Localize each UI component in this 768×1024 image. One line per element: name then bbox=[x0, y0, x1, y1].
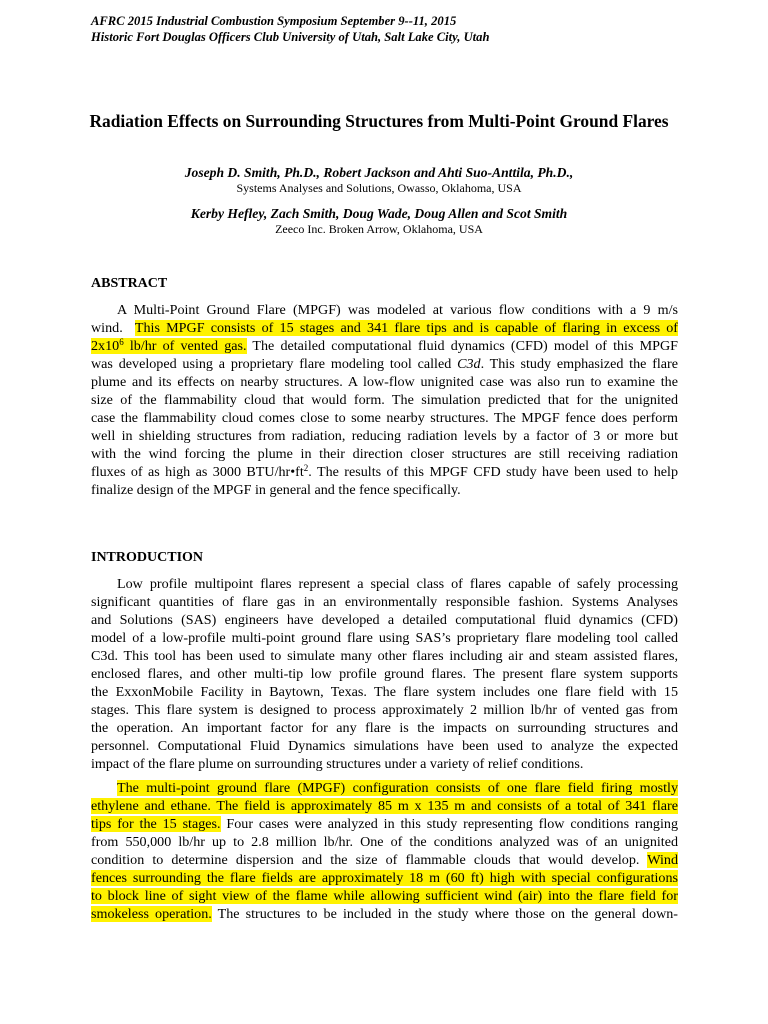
text-span: wind. bbox=[91, 320, 123, 336]
affiliation-1: Systems Analyses and Solutions, Owasso, Oklahoma, USA bbox=[236, 181, 522, 195]
highlighted-text: ethylene and ethane. The field is approximately 85 m x 135 m and consists of a total of 341 flare bbox=[91, 798, 678, 814]
abstract-line bbox=[91, 463, 678, 481]
abstract-line: with the wind forcing the plume in their direction closer structures are still receiving radiation bbox=[91, 446, 678, 462]
intro-line: C3d. This tool has been used to simulate many other flares including air and steam assisted flares, bbox=[91, 648, 678, 664]
conference-header-line-2: Historic Fort Douglas Officers Club University of Utah, Salt Lake City, Utah bbox=[91, 30, 490, 44]
intro-line: stages. This flare system is designed to process approximately 2 million lb/hr of vented gas from bbox=[91, 702, 678, 718]
intro-line bbox=[91, 851, 678, 869]
author-list-1: Joseph D. Smith, Ph.D., Robert Jackson and Ahti Suo-Anttila, Ph.D., bbox=[184, 165, 574, 180]
highlighted-text: This MPGF consists of 15 stages and 341 flare tips and is capable of flaring in excess of bbox=[134, 320, 679, 336]
text-span: condition to determine dispersion and the size of flammable clouds that would develop. bbox=[91, 852, 648, 868]
text-span: Four cases were analyzed in this study representing flow conditions ranging bbox=[220, 816, 678, 832]
introduction-heading: INTRODUCTION bbox=[91, 550, 204, 565]
intro-line: impact of the flare plume on surrounding structures under a variety of relief conditions. bbox=[91, 756, 584, 772]
abstract-line bbox=[91, 355, 678, 373]
intro-line: and Solutions (SAS) engineers have developed a detailed computational fluid dynamics (CFD) bbox=[91, 612, 678, 628]
superscript: 6 bbox=[119, 337, 124, 347]
abstract-line: plume and its effects on nearby structures. A low-flow unignited case was also run to examine the bbox=[91, 374, 678, 390]
intro-line: model of a low-profile multi-point ground flare using SAS’s proprietary flare modeling tool called bbox=[91, 630, 678, 646]
intro-line bbox=[91, 797, 678, 815]
intro-line bbox=[91, 869, 678, 887]
intro-line: the operation. An important factor for any flare is the impacts on surrounding structures and bbox=[91, 720, 678, 736]
abstract-line: well in shielding structures from radiation, reducing radiation levels by a factor of 3 or more but bbox=[91, 428, 678, 444]
text-span: fluxes of as high as 3000 BTU/hr•ft bbox=[91, 464, 304, 480]
text-span: The structures to be included in the study where those on the general down- bbox=[211, 906, 678, 922]
highlighted-text: The multi-point ground flare (MPGF) configuration consists of one flare field firing mostly bbox=[117, 780, 678, 796]
author-list-2: Kerby Hefley, Zach Smith, Doug Wade, Doug Allen and Scot Smith bbox=[190, 206, 568, 221]
highlighted-text: tips for the 15 stages. bbox=[91, 816, 221, 832]
superscript: 2 bbox=[303, 463, 309, 473]
abstract-heading: ABSTRACT bbox=[91, 276, 168, 291]
abstract-line: A Multi-Point Ground Flare (MPGF) was modeled at various flow conditions with a 9 m/s bbox=[117, 302, 678, 318]
intro-line bbox=[91, 887, 678, 905]
highlighted-text: fences surrounding the flare fields are approximately 18 m (60 ft) high with special configurations bbox=[91, 870, 678, 886]
highlighted-text bbox=[91, 338, 247, 354]
intro-line bbox=[91, 815, 678, 833]
italic-text: C3d bbox=[457, 356, 481, 372]
abstract-line: size of the flammability cloud that would form. The simulation predicted that for the unignited bbox=[91, 392, 678, 408]
intro-line: the ExxonMobile Facility in Baytown, Texas. The flare system includes one flare field with 15 bbox=[91, 684, 678, 700]
abstract-line bbox=[91, 337, 678, 355]
intro-line bbox=[91, 905, 678, 923]
conference-header-line-1: AFRC 2015 Industrial Combustion Symposium September 9--11, 2015 bbox=[91, 14, 457, 28]
highlighted-text: smokeless operation. bbox=[91, 906, 212, 922]
text-span: was developed using a proprietary flare modeling tool called bbox=[91, 356, 458, 372]
text-span: The detailed computational fluid dynamics (CFD) model of this MPGF bbox=[246, 338, 678, 354]
abstract-paragraph bbox=[91, 301, 678, 499]
intro-line: significant quantities of flare gas in an environmentally responsible fashion. Systems Analyses bbox=[91, 594, 678, 610]
introduction-paragraph-1 bbox=[91, 575, 678, 773]
intro-line bbox=[91, 779, 678, 797]
highlighted-text: to block line of sight view of the flame while allowing sufficient wind (air) into the flare field for bbox=[91, 888, 678, 904]
text-span: . This study emphasized the flare bbox=[480, 356, 679, 372]
affiliation-2: Zeeco Inc. Broken Arrow, Oklahoma, USA bbox=[275, 222, 483, 236]
text-span: lb/hr of vented gas. bbox=[123, 338, 247, 354]
intro-line: Low profile multipoint flares represent a special class of flares capable of safely processing bbox=[117, 576, 678, 592]
paper-title: Radiation Effects on Surrounding Structures from Multi-Point Ground Flares bbox=[89, 111, 669, 131]
text-span: 2x10 bbox=[91, 338, 120, 354]
intro-line: personnel. Computational Fluid Dynamics simulations have been used to analyze the expected bbox=[91, 738, 678, 754]
abstract-line: finalize design of the MPGF in general and the fence specifically. bbox=[91, 482, 461, 498]
intro-line: enclosed flares, and other multi-tip low profile ground flares. The present flare system supports bbox=[91, 666, 678, 682]
highlighted-text: Wind bbox=[647, 852, 678, 868]
introduction-paragraph-2 bbox=[91, 779, 678, 923]
conference-header bbox=[91, 13, 489, 45]
abstract-line bbox=[91, 319, 678, 337]
intro-line: from 550,000 lb/hr up to 2.8 million lb/hr. One of the conditions analyzed was of an unignited bbox=[91, 834, 678, 850]
abstract-line: case the flammability cloud comes close to some nearby structures. The MPGF fence does perform bbox=[91, 410, 678, 426]
text-span: . The results of this MPGF CFD study have been used to help bbox=[308, 464, 678, 480]
